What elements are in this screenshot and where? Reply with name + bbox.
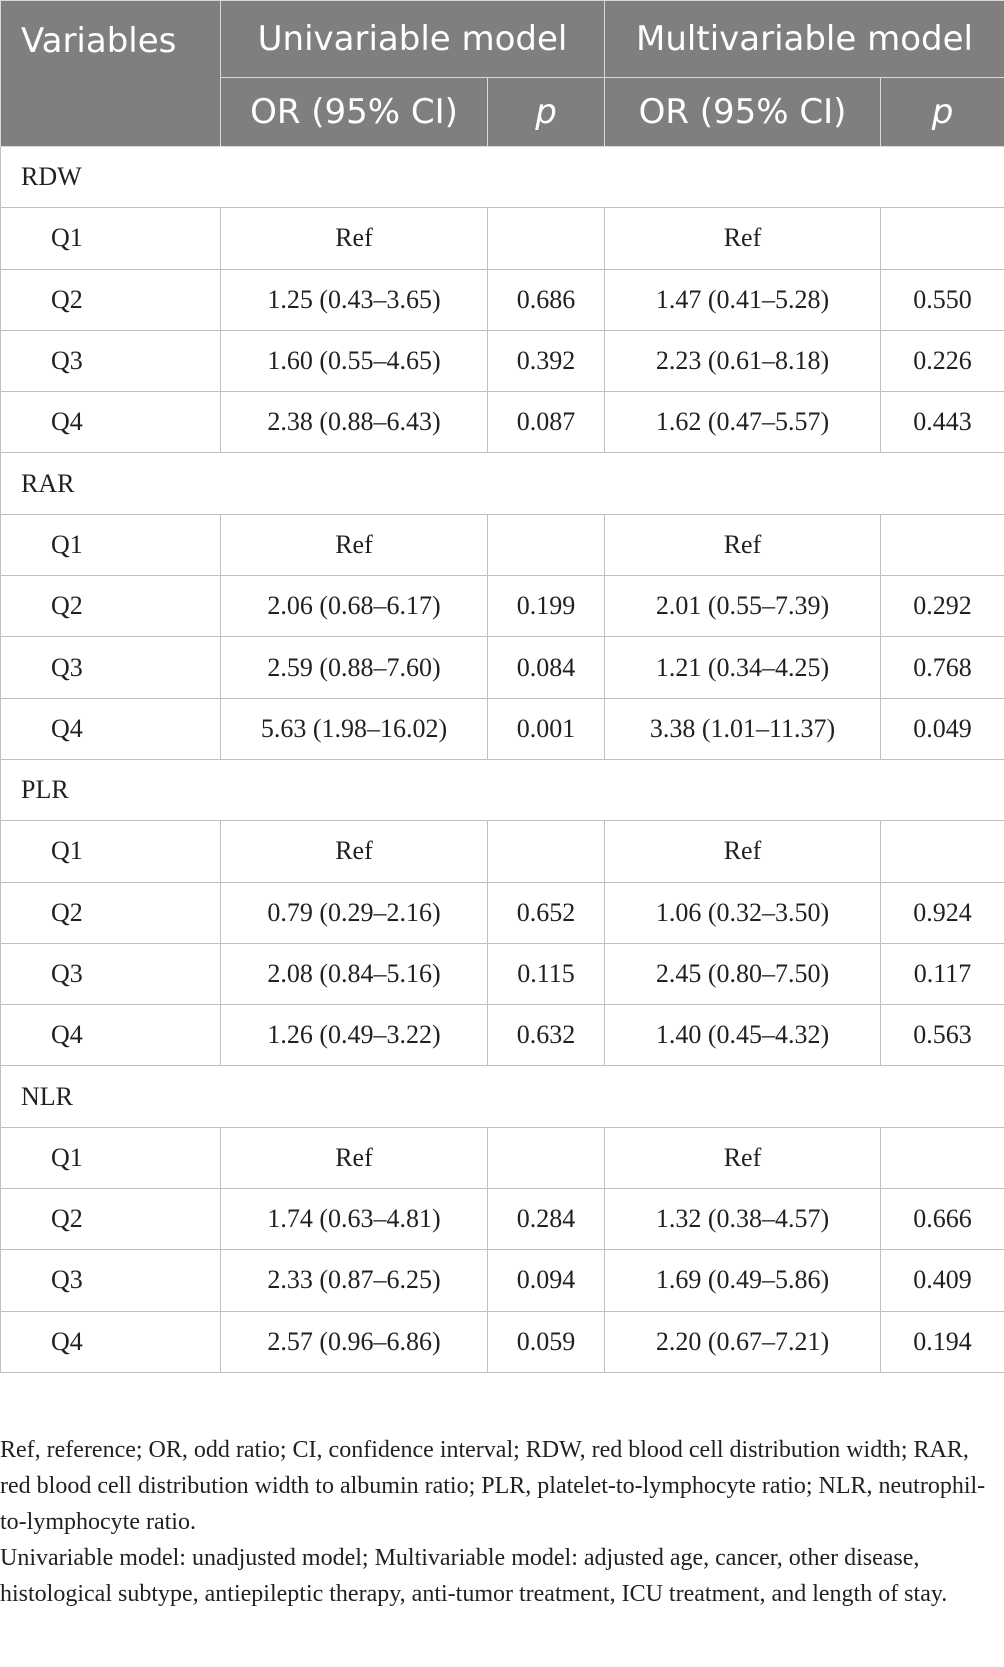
table-row [1,943,1004,1004]
univariable-or-cell: 2.59 (0.88–7.60) [221,637,488,698]
quartile-cell: Q2 [1,576,221,637]
multivariable-p-cell: 0.443 [881,392,1004,453]
univariable-or-cell: 1.60 (0.55–4.65) [221,330,488,391]
multivariable-or-cell: 2.20 (0.67–7.21) [605,1311,881,1372]
multivariable-p-cell [881,514,1004,575]
multivariable-or-cell: 1.62 (0.47–5.57) [605,392,881,453]
group-label: NLR [1,1066,1004,1127]
univariable-p-cell: 0.284 [488,1189,605,1250]
univariable-p-cell: 0.059 [488,1311,605,1372]
univariable-or-cell: Ref [221,1127,488,1188]
table-header [1,1,1004,147]
multivariable-or-cell: 1.69 (0.49–5.86) [605,1250,881,1311]
header-univariable-p: p [488,78,605,147]
quartile-cell: Q4 [1,698,221,759]
multivariable-or-cell: 3.38 (1.01–11.37) [605,698,881,759]
header-univariable-or: OR (95% CI) [221,78,488,147]
quartile-cell: Q3 [1,330,221,391]
group-row-nlr [1,1066,1004,1127]
quartile-cell: Q3 [1,943,221,1004]
header-multivariable-p: p [881,78,1004,147]
multivariable-p-cell [881,208,1004,269]
quartile-cell: Q1 [1,208,221,269]
quartile-cell: Q1 [1,1127,221,1188]
table-row [1,821,1004,882]
footnote-abbreviations: Ref, reference; OR, odd ratio; CI, confidence interval; RDW, red blood cell distribution width; RAR, red blood cell distribution width to albumin ratio; PLR, platelet-to-lymphocyte ratio; NLR, neutrophil-to-lymphocyte ratio. [0,1437,986,1535]
multivariable-or-cell: Ref [605,208,881,269]
multivariable-or-cell: 1.32 (0.38–4.57) [605,1189,881,1250]
table-row [1,882,1004,943]
quartile-cell: Q4 [1,392,221,453]
multivariable-p-cell: 0.768 [881,637,1004,698]
univariable-p-cell: 0.001 [488,698,605,759]
univariable-p-cell [488,208,605,269]
quartile-cell: Q2 [1,269,221,330]
multivariable-or-cell: Ref [605,1127,881,1188]
univariable-or-cell: 2.38 (0.88–6.43) [221,392,488,453]
multivariable-p-cell: 0.117 [881,943,1004,1004]
univariable-p-cell: 0.686 [488,269,605,330]
group-label: RAR [1,453,1004,514]
univariable-or-cell: 1.74 (0.63–4.81) [221,1189,488,1250]
quartile-cell: Q3 [1,637,221,698]
multivariable-p-cell: 0.049 [881,698,1004,759]
quartile-cell: Q3 [1,1250,221,1311]
table-row [1,208,1004,269]
univariable-or-cell: Ref [221,208,488,269]
univariable-p-cell: 0.084 [488,637,605,698]
header-multivariable-model: Multivariable model [605,1,1004,78]
header-variables: Variables [1,1,221,147]
univariable-p-cell: 0.094 [488,1250,605,1311]
univariable-or-cell: 2.08 (0.84–5.16) [221,943,488,1004]
table-row [1,576,1004,637]
univariable-p-cell: 0.199 [488,576,605,637]
quartile-cell: Q2 [1,882,221,943]
table-row [1,330,1004,391]
table-row [1,1311,1004,1372]
group-row-rdw [1,147,1004,208]
multivariable-p-cell: 0.563 [881,1005,1004,1066]
univariable-p-cell: 0.115 [488,943,605,1004]
table-row [1,1127,1004,1188]
univariable-p-cell: 0.652 [488,882,605,943]
multivariable-or-cell: 1.40 (0.45–4.32) [605,1005,881,1066]
group-row-plr [1,759,1004,820]
univariable-or-cell: 0.79 (0.29–2.16) [221,882,488,943]
univariable-or-cell: Ref [221,821,488,882]
multivariable-p-cell: 0.292 [881,576,1004,637]
quartile-cell: Q2 [1,1189,221,1250]
multivariable-p-cell: 0.924 [881,882,1004,943]
multivariable-or-cell: 2.23 (0.61–8.18) [605,330,881,391]
table-row [1,1250,1004,1311]
quartile-cell: Q4 [1,1005,221,1066]
table-row [1,698,1004,759]
header-univariable-model: Univariable model [221,1,605,78]
univariable-p-cell: 0.632 [488,1005,605,1066]
univariable-p-cell [488,1127,605,1188]
univariable-or-cell: 2.57 (0.96–6.86) [221,1311,488,1372]
quartile-cell: Q1 [1,514,221,575]
multivariable-or-cell: 1.47 (0.41–5.28) [605,269,881,330]
quartile-cell: Q1 [1,821,221,882]
table-row [1,637,1004,698]
univariable-or-cell: 5.63 (1.98–16.02) [221,698,488,759]
table-footnote [0,1432,1004,1612]
univariable-or-cell: Ref [221,514,488,575]
multivariable-or-cell: 1.21 (0.34–4.25) [605,637,881,698]
quartile-cell: Q4 [1,1311,221,1372]
multivariable-p-cell [881,1127,1004,1188]
univariable-or-cell: 2.33 (0.87–6.25) [221,1250,488,1311]
multivariable-or-cell: 2.01 (0.55–7.39) [605,576,881,637]
table-body [1,147,1004,1373]
multivariable-or-cell: 1.06 (0.32–3.50) [605,882,881,943]
multivariable-p-cell: 0.226 [881,330,1004,391]
multivariable-p-cell: 0.194 [881,1311,1004,1372]
multivariable-or-cell: 2.45 (0.80–7.50) [605,943,881,1004]
univariable-p-cell: 0.087 [488,392,605,453]
group-label: RDW [1,147,1004,208]
header-row-top [1,1,1004,78]
univariable-or-cell: 1.26 (0.49–3.22) [221,1005,488,1066]
table-row [1,1189,1004,1250]
multivariable-p-cell: 0.409 [881,1250,1004,1311]
univariable-p-cell [488,821,605,882]
footnote-models: Univariable model: unadjusted model; Multivariable model: adjusted age, cancer, other disease, histological subtype, antiepileptic therapy, anti-tumor treatment, ICU treatment, and length of stay. [0,1545,948,1607]
header-multivariable-or: OR (95% CI) [605,78,881,147]
univariable-or-cell: 2.06 (0.68–6.17) [221,576,488,637]
table-row [1,269,1004,330]
table-row [1,392,1004,453]
univariable-or-cell: 1.25 (0.43–3.65) [221,269,488,330]
multivariable-p-cell: 0.550 [881,269,1004,330]
table-row [1,514,1004,575]
multivariable-or-cell: Ref [605,514,881,575]
univariable-p-cell [488,514,605,575]
group-row-rar [1,453,1004,514]
group-label: PLR [1,759,1004,820]
multivariable-p-cell [881,821,1004,882]
multivariable-or-cell: Ref [605,821,881,882]
multivariable-p-cell: 0.666 [881,1189,1004,1250]
table-row [1,1005,1004,1066]
univariable-p-cell: 0.392 [488,330,605,391]
